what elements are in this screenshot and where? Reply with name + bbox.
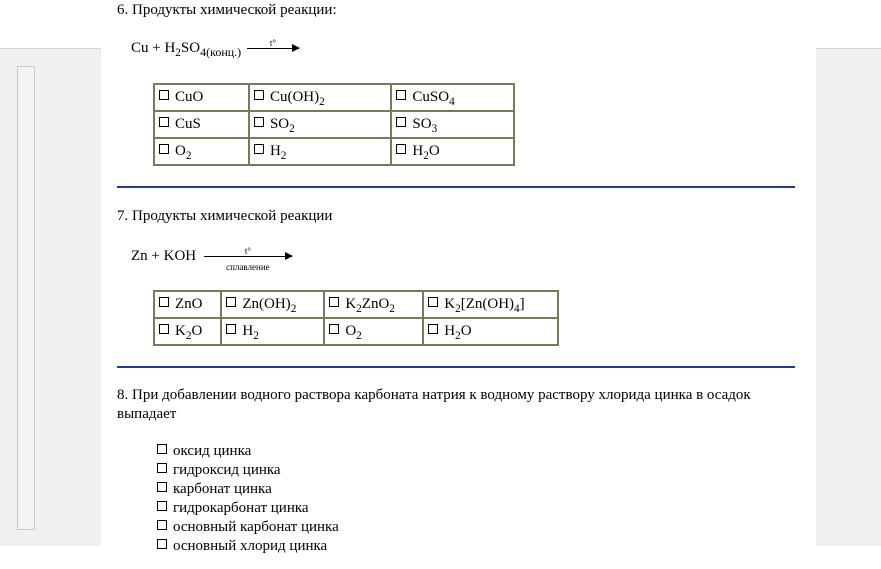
q6-reaction-arrow (247, 38, 299, 49)
q7-option-cell[interactable] (324, 291, 423, 318)
q6-option-cell[interactable] (391, 111, 514, 138)
q6-options-row (154, 84, 514, 111)
q7-options-row (154, 318, 558, 345)
q6-options-row (154, 111, 514, 138)
q6-option-text: H (269, 143, 281, 159)
q6-option-text: CuS (175, 116, 201, 132)
q6-option-cell[interactable] (154, 111, 249, 138)
q6-option-text: SO (412, 116, 432, 132)
q7-option-text: O (460, 323, 472, 339)
separator-1 (117, 186, 795, 188)
q6-equation (131, 38, 299, 60)
q6-option-text: H (412, 143, 424, 159)
q6-option-text: Cu(OH) (269, 89, 320, 105)
q7-option-text: ZnO (361, 296, 390, 312)
q6-option-subscript: 2 (280, 149, 287, 162)
q7-option-text: [Zn(OH) (460, 296, 515, 312)
q7-option-text: K (345, 296, 357, 312)
checkbox-icon[interactable] (254, 144, 264, 154)
q8-title: 8. При добавлении водного раствора карбоната натрия к водному раствору хлорида цинка в осадок выпадает (117, 387, 751, 422)
q6-option-cell[interactable] (391, 138, 514, 165)
q6-title: 6. Продукты химической реакции: (117, 2, 337, 18)
q7-option-cell[interactable] (423, 318, 558, 345)
checkbox-icon[interactable] (329, 297, 339, 307)
q7-option-subscript: 2 (455, 329, 461, 342)
checkbox-icon[interactable] (159, 324, 169, 334)
q6-reactant-2: SO (180, 40, 201, 56)
q7-option-text: O (345, 323, 357, 339)
q7-option-text: O (191, 323, 203, 339)
q7-options-table (153, 290, 559, 346)
q7-option-subscript: 2 (455, 302, 461, 315)
q7-arrow-label-top: t° (244, 246, 251, 257)
q7-option-text: ] (519, 296, 525, 312)
checkbox-icon[interactable] (159, 117, 169, 127)
checkbox-icon[interactable] (157, 463, 167, 473)
checkbox-icon[interactable] (157, 520, 167, 530)
q7-option-subscript: 2 (356, 302, 362, 315)
q6-option-cell[interactable] (391, 84, 514, 111)
q6-option-subscript: 2 (319, 95, 325, 108)
q7-arrow-label-bottom: сплавление (226, 262, 270, 273)
q7-option-subscript: 2 (290, 302, 297, 315)
q7-option-subscript: 2 (253, 329, 259, 342)
q8-option-item[interactable] (157, 480, 339, 499)
q6-option-subscript: 4 (449, 95, 455, 108)
q7-option-cell[interactable] (154, 318, 221, 345)
q6-option-text: O (428, 143, 440, 159)
q7-option-text: K (444, 296, 456, 312)
q6-arrow-label-top: t° (269, 38, 276, 49)
checkbox-icon[interactable] (159, 297, 169, 307)
q6-option-subscript: 2 (289, 122, 295, 135)
q8-option-label: карбонат цинка (173, 481, 272, 497)
q7-options-row (154, 291, 558, 318)
q6-option-text: CuO (175, 89, 204, 105)
checkbox-icon[interactable] (159, 90, 169, 100)
checkbox-icon[interactable] (254, 117, 264, 127)
q8-option-label: основный хлорид цинка (173, 538, 328, 554)
q6-reactant-2-sub: 4(конц.) (200, 45, 242, 60)
q6-option-cell[interactable] (249, 138, 391, 165)
q7-reactants: Zn + KOH (131, 248, 197, 264)
q7-equation (131, 246, 292, 273)
q6-option-cell[interactable] (249, 111, 391, 138)
q8-option-label: оксид цинка (173, 443, 252, 459)
q7-option-text: Zn(OH) (242, 296, 291, 312)
q6-options-row (154, 138, 514, 165)
q8-option-label: гидрокарбонат цинка (173, 500, 309, 516)
q7-option-cell[interactable] (423, 291, 558, 318)
q6-option-text: CuSO (412, 89, 450, 105)
q7-option-cell[interactable] (221, 318, 324, 345)
q8-option-item[interactable] (157, 461, 339, 480)
checkbox-icon[interactable] (329, 324, 339, 334)
q7-option-subscript: 2 (356, 329, 362, 342)
q7-option-subscript: 2 (185, 329, 192, 342)
checkbox-icon[interactable] (254, 90, 264, 100)
q6-reactant-1-sub: 2 (175, 46, 181, 59)
q6-option-text: O (175, 143, 186, 159)
q6-option-subscript: 2 (185, 149, 192, 162)
checkbox-icon[interactable] (157, 539, 167, 549)
q6-option-subscript: 3 (431, 122, 438, 135)
checkbox-icon[interactable] (159, 144, 169, 154)
checkbox-icon[interactable] (396, 90, 406, 100)
q7-option-cell[interactable] (221, 291, 324, 318)
q8-option-item[interactable] (157, 537, 339, 556)
checkbox-icon[interactable] (157, 482, 167, 492)
q7-option-text: H (444, 323, 456, 339)
q7-option-cell[interactable] (324, 318, 423, 345)
checkbox-icon[interactable] (428, 324, 438, 334)
q6-option-cell[interactable] (249, 84, 391, 111)
q7-option-text: ZnO (175, 296, 203, 312)
q7-option-subscript: 4 (514, 302, 520, 315)
checkbox-icon[interactable] (157, 501, 167, 511)
q8-option-item[interactable] (157, 499, 339, 518)
q7-option-subscript: 2 (389, 302, 395, 315)
checkbox-icon[interactable] (396, 117, 406, 127)
left-panel (0, 48, 101, 546)
right-panel (816, 48, 881, 546)
q6-option-cell[interactable] (154, 84, 249, 111)
checkbox-icon[interactable] (157, 444, 167, 454)
checkbox-icon[interactable] (396, 144, 406, 154)
q7-option-cell[interactable] (154, 291, 221, 318)
q7-reaction-arrow (204, 246, 292, 273)
q7-title: 7. Продукты химической реакции (117, 208, 333, 224)
left-scrollbar[interactable] (17, 66, 35, 530)
checkbox-icon[interactable] (226, 324, 236, 334)
q6-options-table (153, 83, 515, 166)
q8-option-label: гидроксид цинка (173, 462, 281, 478)
q7-option-text: H (242, 323, 254, 339)
q8-option-label: основный карбонат цинка (173, 519, 339, 535)
q6-reactant-1: Cu + H (131, 40, 176, 56)
q6-option-subscript: 2 (423, 149, 429, 162)
q6-option-text: SO (269, 116, 290, 132)
checkbox-icon[interactable] (428, 297, 438, 307)
q6-option-cell[interactable] (154, 138, 249, 165)
separator-2 (117, 366, 795, 368)
q7-option-text: K (175, 323, 186, 339)
checkbox-icon[interactable] (226, 297, 236, 307)
q8-option-item[interactable] (157, 442, 339, 461)
q8-options-list (157, 442, 339, 556)
q8-option-item[interactable] (157, 518, 339, 537)
